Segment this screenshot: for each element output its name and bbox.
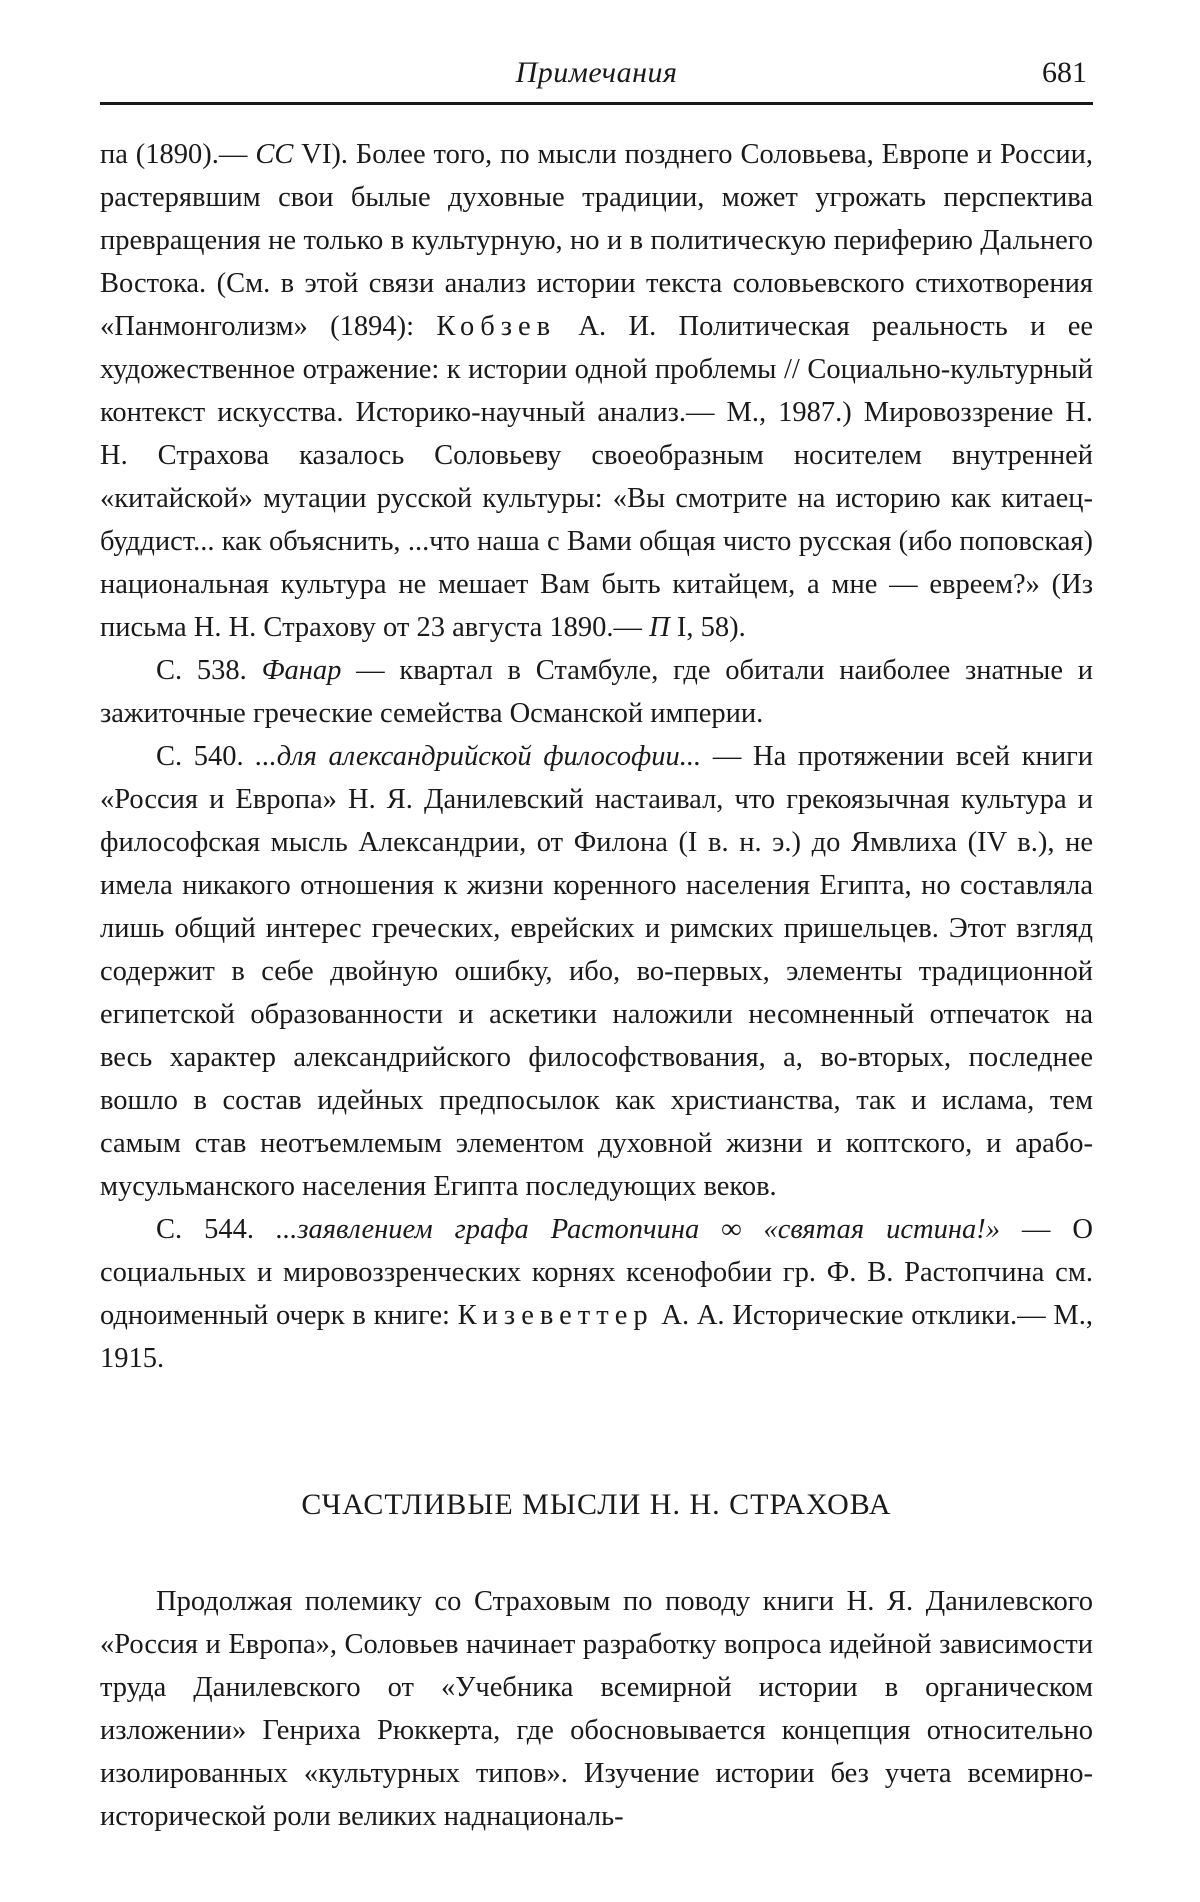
italic-term: Фанар [261, 655, 342, 686]
note-text: А. А. Исторические отклики.— М., 1915. [100, 1300, 1094, 1374]
section-body [100, 1580, 1093, 1838]
note-text: — О социальных и мировоззренческих корнях ксенофобии гр. Ф. В. Растопчина см. одноименный очерк в книге: [100, 1214, 1093, 1331]
note-text: С. 538. [156, 655, 262, 686]
note-text: С. 544. [156, 1214, 276, 1245]
italic-term: СС [255, 139, 294, 170]
note-paragraph [100, 649, 1093, 735]
italic-term: ...заявлением графа Растопчина ∞ «святая истина!» [275, 1214, 1000, 1245]
note-paragraph [100, 1208, 1093, 1380]
book-page [100, 56, 1093, 1838]
note-text: па (1890).— [100, 139, 256, 170]
note-text: — На протяжении всей книги «Россия и Европа» Н. Я. Данилевский настаивал, что грекоязычная культура и философская мысль Александрии, от Филона (I в. н. э.) до Ямвлиха (IV в.), не имела никакого отношения к жизни коренного населения Египта, но составляла лишь общий интерес греческих, еврейских и римских пришельцев. Этот взгляд содержит в себе двойную ошибку, ибо, во-первых, элементы традиционной египетской образованности и аскетики наложили несомненный отпечаток на весь характер александрийского философствования, а, во-вторых, последнее вошло в состав идейных предпосылок как христианства, так и ислама, тем самым став неотъемлемым элементом духовной жизни и коптского, и арабо-мусульманского населения Египта последующих веков. [100, 741, 1094, 1202]
italic-term: П [649, 612, 670, 643]
running-title: Примечания [515, 56, 678, 89]
note-text: А. И. Политическая реальность и ее художественное отражение: к истории одной проблемы // Социально-культурный контекст искусства. Историко-научный анализ.— М., 1987.) Мировоззрение Н. Н. Страхова казалось Соловьеву своеобразным носителем внутренней «китайской» мутации русской культуры: «Вы смотрите на историю как китаец-буддист... как объяснить, ...что наша с Вами общая чисто русская (ибо поповская) национальная культура не мешает Вам быть китайцем, а мне — евреем?» (Из письма Н. Н. Страхову от 23 августа 1890.— [100, 311, 1093, 643]
author-name: Кизеветтер [457, 1300, 654, 1331]
note-text: I, 58). [669, 612, 746, 643]
section-paragraph: Продолжая полемику со Страховым по поводу книги Н. Я. Данилевского «Россия и Европа», Соловьев начинает разработку вопроса идейной зависимости труда Данилевского от «Учебника всемирной истории в органическом изложении» Генриха Рюккерта, где обосновывается концепция относительно изолированных «культурных типов». Изучение истории без учета всемирно-исторической роли великих наднациональ- [100, 1586, 1093, 1832]
author-name: Кобзев [436, 311, 557, 342]
header-rule [100, 102, 1093, 105]
section-title: СЧАСТЛИВЫЕ МЫСЛИ Н. Н. СТРАХОВА [301, 1488, 892, 1521]
note-paragraph [100, 735, 1093, 1208]
italic-term: ...для александрийской философии... [255, 741, 702, 772]
running-head [100, 56, 1093, 100]
note-text: — квартал в Стамбуле, где обитали наиболее знатные и зажиточные греческие семейства Османской империи. [100, 655, 1093, 729]
note-paragraph [100, 133, 1093, 649]
page-number: 681 [1042, 56, 1087, 89]
note-text: С. 540. [156, 741, 256, 772]
note-text: VI). Более того, по мысли позднего Соловьева, Европе и России, растерявшим свои былые духовные традиции, может угрожать перспектива превращения не только в культурную, но и в политическую периферию Дальнего Востока. (См. в этой связи анализ истории текста соловьевского стихотворения «Панмонголизм» (1894): [100, 139, 1093, 342]
notes-block [100, 133, 1093, 1380]
